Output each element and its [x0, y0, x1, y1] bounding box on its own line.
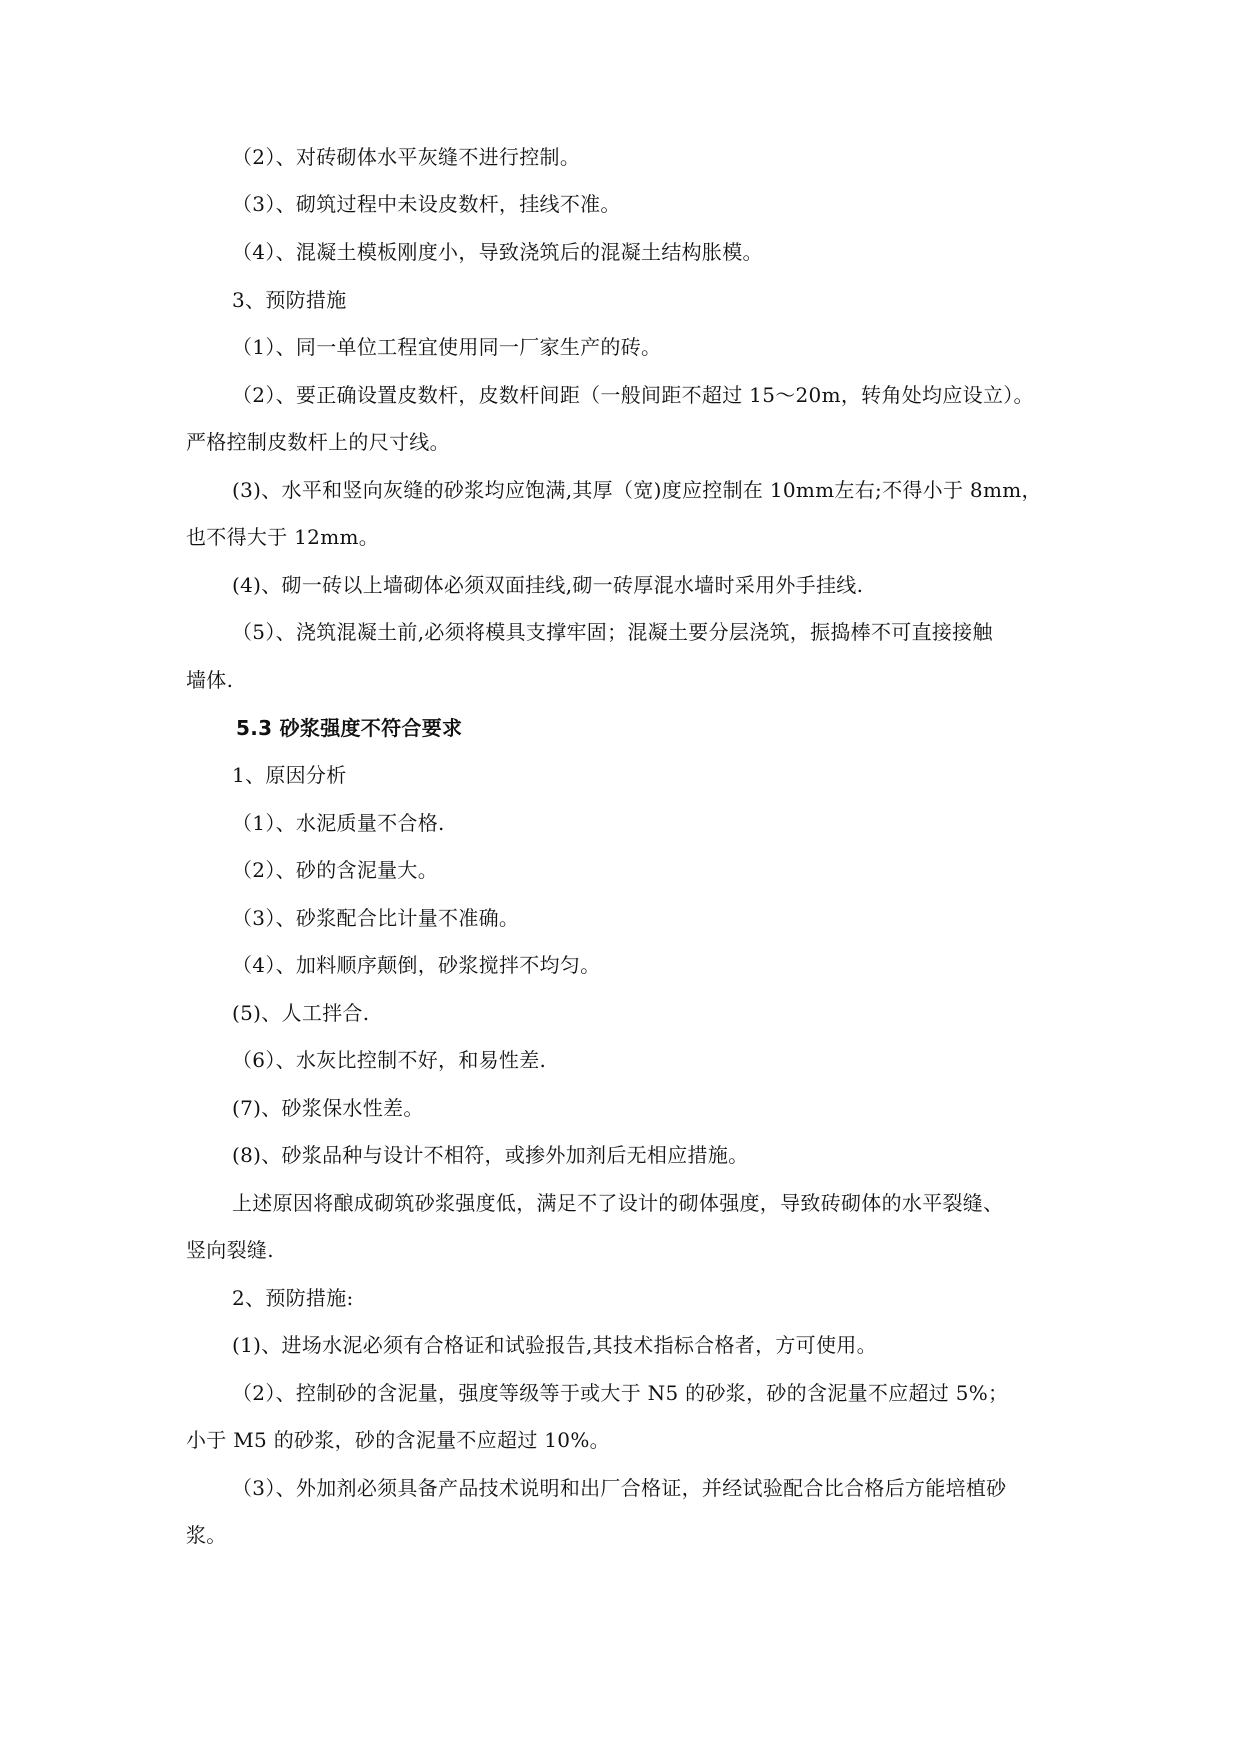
text-line: 也不得大于 12mm。 — [186, 525, 380, 549]
text-line: （3）、砂浆配合比计量不准确。 — [232, 906, 520, 930]
text-line: (5)、人工拌合. — [232, 1001, 370, 1025]
text-line: (1)、进场水泥必须有合格证和试验报告,其技术指标合格者，方可使用。 — [232, 1333, 877, 1357]
text-line: 严格控制皮数杆上的尺寸线。 — [186, 430, 450, 454]
text-line: 1、原因分析 — [232, 763, 347, 787]
text-line: （1）、同一单位工程宜使用同一厂家生产的砖。 — [232, 335, 662, 359]
text-line: （4）、加料顺序颠倒，砂浆搅拌不均匀。 — [232, 953, 601, 977]
text-line: (7)、砂浆保水性差。 — [232, 1096, 424, 1120]
text-line: （3）、外加剂必须具备产品技术说明和出厂合格证，并经试验配合比合格后方能培植砂 — [232, 1476, 1007, 1500]
section-heading: 5.3 砂浆强度不符合要求 — [236, 716, 463, 740]
text-line: （6）、水灰比控制不好，和易性差. — [232, 1048, 547, 1072]
text-line: (4)、砌一砖以上墙砌体必须双面挂线,砌一砖厚混水墙时采用外手挂线. — [232, 573, 864, 597]
text-line: (8)、砂浆品种与设计不相符，或掺外加剂后无相应措施。 — [232, 1143, 749, 1167]
text-line: 2、预防措施: — [232, 1286, 354, 1310]
text-line: （1）、水泥质量不合格. — [232, 811, 445, 835]
text-line: （2）、控制砂的含泥量，强度等级等于或大于 N5 的砂浆，砂的含泥量不应超过 5%； — [232, 1381, 1009, 1405]
text-line: 上述原因将酿成砌筑砂浆强度低，满足不了设计的砌体强度，导致砖砌体的水平裂缝、 — [232, 1191, 1004, 1215]
text-line: （2）、砂的含泥量大。 — [232, 858, 439, 882]
text-line: （5）、浇筑混凝土前,必须将模具支撑牢固；混凝土要分层浇筑，振捣棒不可直接接触 — [232, 620, 993, 644]
text-line: （4）、混凝土模板刚度小，导致浇筑后的混凝土结构胀模。 — [232, 240, 763, 264]
text-line: 浆。 — [186, 1523, 227, 1547]
text-line: 竖向裂缝. — [186, 1238, 274, 1262]
text-line: (3)、水平和竖向灰缝的砂浆均应饱满,其厚（宽)度应控制在 10mm左右;不得小于 8mm， — [232, 478, 1042, 502]
text-line: （2）、要正确设置皮数杆，皮数杆间距（一般间距不超过 15～20m，转角处均应设立）。 — [232, 383, 1034, 407]
text-line: 墙体. — [186, 668, 234, 692]
text-line: （3）、砌筑过程中未设皮数杆，挂线不准。 — [232, 192, 621, 216]
text-line: 3、预防措施 — [232, 288, 347, 312]
text-line: （2）、对砖砌体水平灰缝不进行控制。 — [232, 145, 581, 169]
text-line: 小于 M5 的砂浆，砂的含泥量不应超过 10%。 — [186, 1428, 610, 1452]
